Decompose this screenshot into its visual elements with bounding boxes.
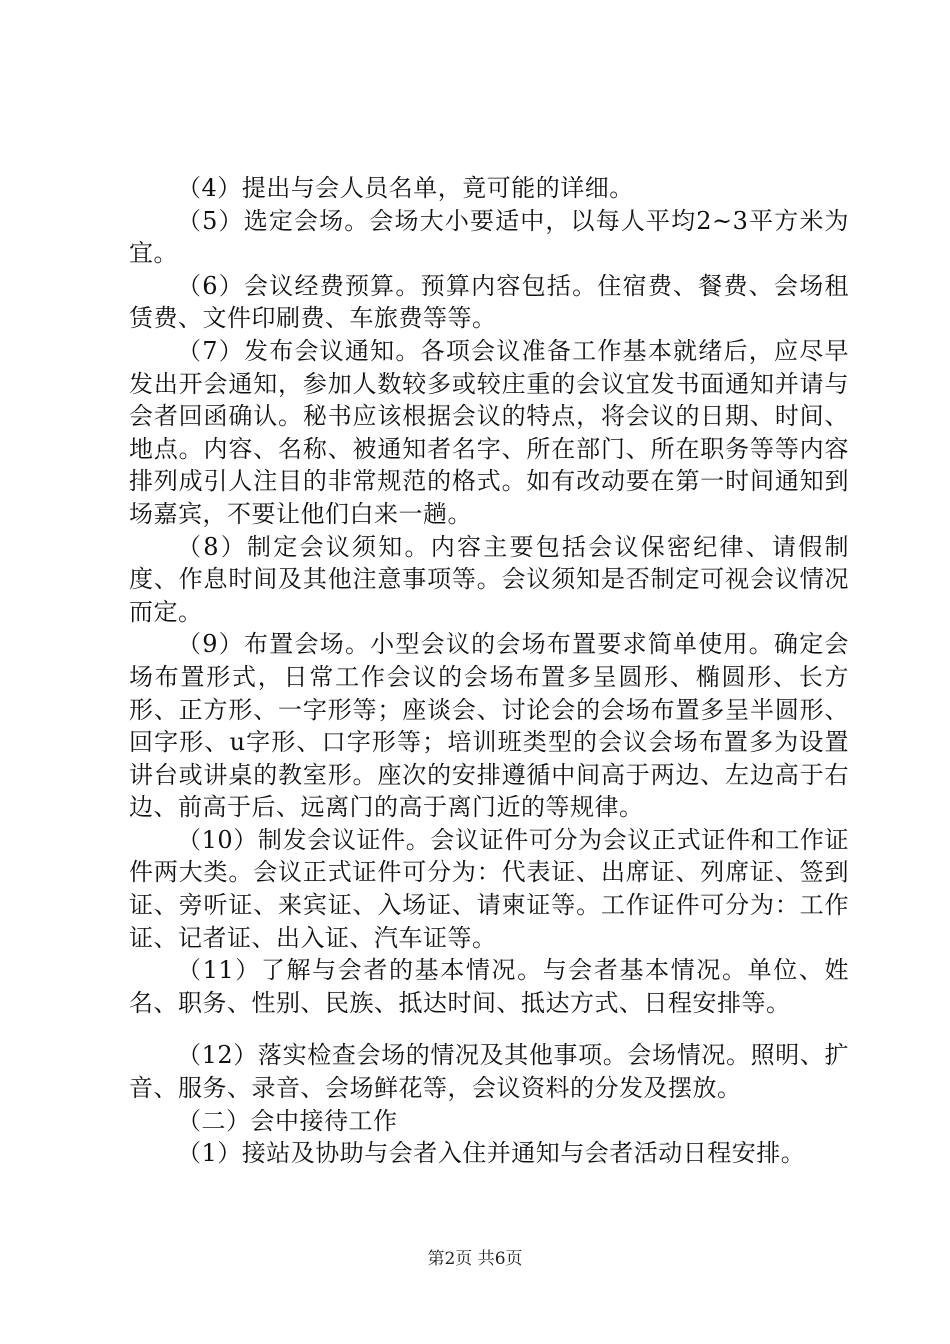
paragraph-item-10: （10）制发会议证件。会议证件可分为会议正式证件和工作证件两大类。会议正式证件可分为：代表证、出席证、列席证、签到证、旁听证、来宾证、入场证、请柬证等。工作证件可分为：工作证、记者证、出入证、汽车证等。 (129, 825, 849, 952)
section-heading-conference-reception: （二）会中接待工作 (177, 1106, 398, 1135)
paragraph-item-11: （11）了解与会者的基本情况。与会者基本情况。单位、姓名、职务、性别、民族、抵达时间、抵达方式、日程安排等。 (129, 956, 849, 1017)
paragraph-item-1: （1）接站及协助与会者入住并通知与会者活动日程安排。 (177, 1139, 806, 1168)
page-number-footer: 第2页 共6页 (427, 1249, 523, 1269)
paragraph-item-4: （4）提出与会人员名单，竟可能的详细。 (177, 174, 634, 202)
paragraph-item-8: （8）制定会议须知。内容主要包括会议保密纪律、请假制度、作息时间及其他注意事项等。会议须知是否制定可视会议情况而定。 (129, 532, 849, 626)
paragraph-item-6: （6）会议经费预算。预算内容包括。住宿费、餐费、会场租赁费、文件印刷费、车旅费等等。 (129, 271, 849, 333)
document-body (129, 172, 849, 1170)
paragraph-item-12: （12）落实检查会场的情况及其他事项。会场情况。照明、扩音、服务、录音、会场鲜花等，会议资料的分发及摆放。 (129, 1041, 849, 1103)
paragraph-item-5: （5）选定会场。会场大小要适中，以每人平均2~3平方米为宜。 (129, 206, 849, 268)
paragraph-item-9: （9）布置会场。小型会议的会场布置要求简单使用。确定会场布置形式，日常工作会议的会场布置多呈圆形、椭圆形、长方形、正方形、一字形等；座谈会、讨论会的会场布置多呈半圆形、回字形、u字形、口字形等；培训班类型的会议会场布置多为设置讲台或讲桌的教室形。座次的安排遵循中间高于两边、左边高于右边、前高于后、远离门的高于离门近的等规律。 (129, 630, 849, 822)
paragraph-item-7: （7）发布会议通知。各项会议准备工作基本就绪后，应尽早发出开会通知，参加人数较多或较庄重的会议宜发书面通知并请与会者回函确认。秘书应该根据会议的特点，将会议的日期、时间、地点。内容、名称、被通知者名字、所在部门、所在职务等等内容排列成引人注目的非常规范的格式。如有改动要在第一时间通知到场嘉宾，不要让他们白来一趟。 (129, 336, 849, 528)
